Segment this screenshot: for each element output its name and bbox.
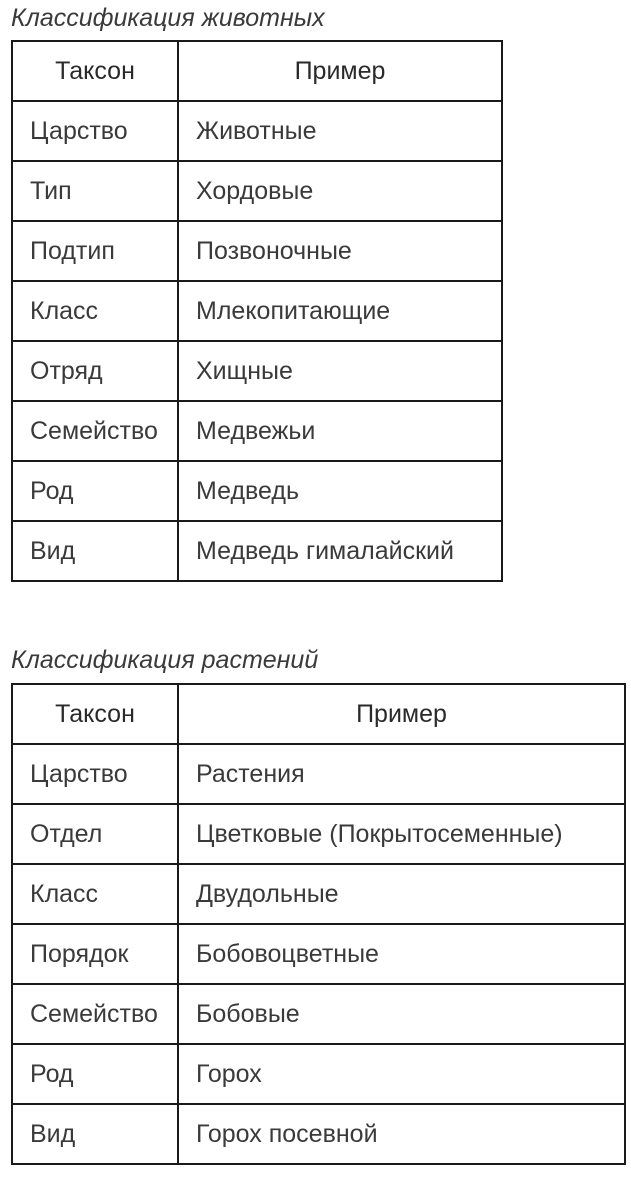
example-cell: Млекопитающие — [178, 281, 502, 341]
taxon-cell: Вид — [12, 521, 178, 581]
taxon-cell: Подтип — [12, 221, 178, 281]
example-cell: Двудольные — [178, 864, 625, 924]
example-cell: Животные — [178, 101, 502, 161]
plants-classification-table — [11, 683, 626, 1165]
column-header-taxon: Таксон — [12, 41, 178, 101]
example-cell: Медведь — [178, 461, 502, 521]
table-header-row — [12, 41, 502, 101]
taxon-cell: Тип — [12, 161, 178, 221]
taxon-cell: Отдел — [12, 804, 178, 864]
table-row — [12, 804, 625, 864]
example-cell: Горох посевной — [178, 1104, 625, 1164]
animals-classification-table — [11, 40, 503, 582]
table-row — [12, 744, 625, 804]
taxon-cell: Род — [12, 461, 178, 521]
column-header-example: Пример — [178, 41, 502, 101]
taxon-cell: Порядок — [12, 924, 178, 984]
taxon-cell: Семейство — [12, 984, 178, 1044]
table-row — [12, 161, 502, 221]
example-cell: Бобовоцветные — [178, 924, 625, 984]
table-row — [12, 984, 625, 1044]
example-cell: Медвежьи — [178, 401, 502, 461]
example-cell: Горох — [178, 1044, 625, 1104]
column-header-example: Пример — [178, 684, 625, 744]
taxon-cell: Семейство — [12, 401, 178, 461]
taxon-cell: Вид — [12, 1104, 178, 1164]
table-row — [12, 1104, 625, 1164]
example-cell: Медведь гималайский — [178, 521, 502, 581]
table-row — [12, 1044, 625, 1104]
taxon-cell: Род — [12, 1044, 178, 1104]
table-row — [12, 461, 502, 521]
taxon-cell: Царство — [12, 744, 178, 804]
column-header-taxon: Таксон — [12, 684, 178, 744]
table-row — [12, 281, 502, 341]
table-row — [12, 221, 502, 281]
table-row — [12, 401, 502, 461]
taxon-cell: Класс — [12, 281, 178, 341]
example-cell: Бобовые — [178, 984, 625, 1044]
example-cell: Хордовые — [178, 161, 502, 221]
plants-table-caption: Классификация растений — [11, 646, 319, 674]
example-cell: Хищные — [178, 341, 502, 401]
table-row — [12, 924, 625, 984]
example-cell: Позвоночные — [178, 221, 502, 281]
taxon-cell: Отряд — [12, 341, 178, 401]
example-cell: Цветковые (Покрытосеменные) — [178, 804, 625, 864]
table-row — [12, 521, 502, 581]
taxon-cell: Класс — [12, 864, 178, 924]
example-cell: Растения — [178, 744, 625, 804]
table-row — [12, 341, 502, 401]
table-header-row — [12, 684, 625, 744]
animals-table-caption: Классификация животных — [11, 4, 325, 32]
table-row — [12, 101, 502, 161]
taxon-cell: Царство — [12, 101, 178, 161]
table-row — [12, 864, 625, 924]
